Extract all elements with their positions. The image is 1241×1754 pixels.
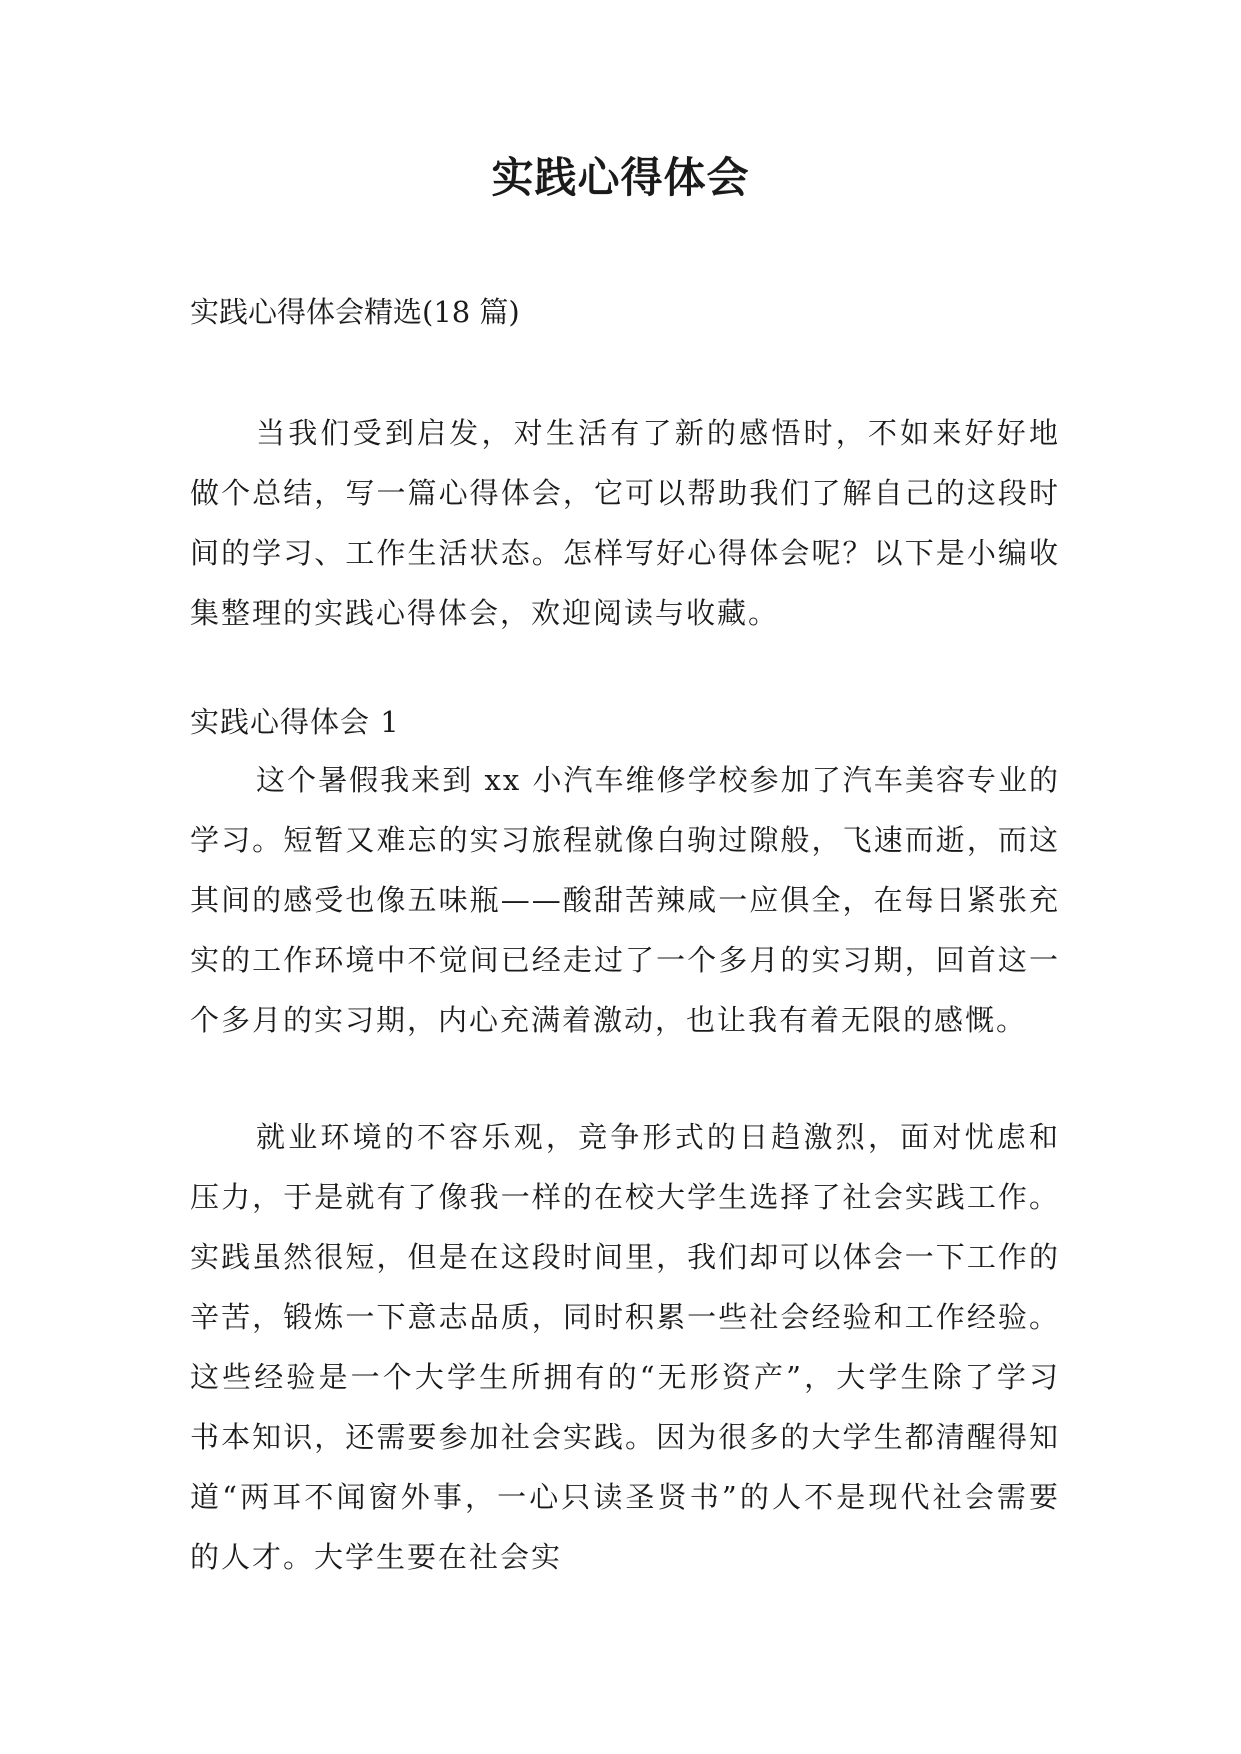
section-heading: 实践心得体会 1 (190, 705, 400, 739)
document-subtitle: 实践心得体会精选(18 篇) (190, 295, 520, 329)
intro-paragraph: 当我们受到启发，对生活有了新的感悟时，不如来好好地做个总结，写一篇心得体会，它可以帮助我们了解自己的这段时间的学习、工作生活状态。怎样写好心得体会呢？以下是小编收集整理的实践心得体会，欢迎阅读与收藏。 (190, 416, 1060, 630)
body-paragraph-2: 就业环境的不容乐观，竞争形式的日趋激烈，面对忧虑和压力，于是就有了像我一样的在校大学生选择了社会实践工作。实践虽然很短，但是在这段时间里，我们却可以体会一下工作的辛苦，锻炼一下意志品质，同时积累一些社会经验和工作经验。这些经验是一个大学生所拥有的“无形资产”，大学生除了学习书本知识，还需要参加社会实践。因为很多的大学生都清醒得知道“两耳不闻窗外事，一心只读圣贤书”的人不是现代社会需要的人才。大学生要在社会实 (190, 1120, 1060, 1574)
body-paragraph-1: 这个暑假我来到 xx 小汽车维修学校参加了汽车美容专业的学习。短暂又难忘的实习旅程就像白驹过隙般，飞速而逝，而这其间的感受也像五味瓶——酸甜苦辣咸一应俱全，在每日紧张充实的工作环境中不觉间已经走过了一个多月的实习期，回首这一个多月的实习期，内心充满着激动，也让我有着无限的感慨。 (190, 763, 1060, 1037)
document-title: 实践心得体会 (491, 153, 750, 202)
